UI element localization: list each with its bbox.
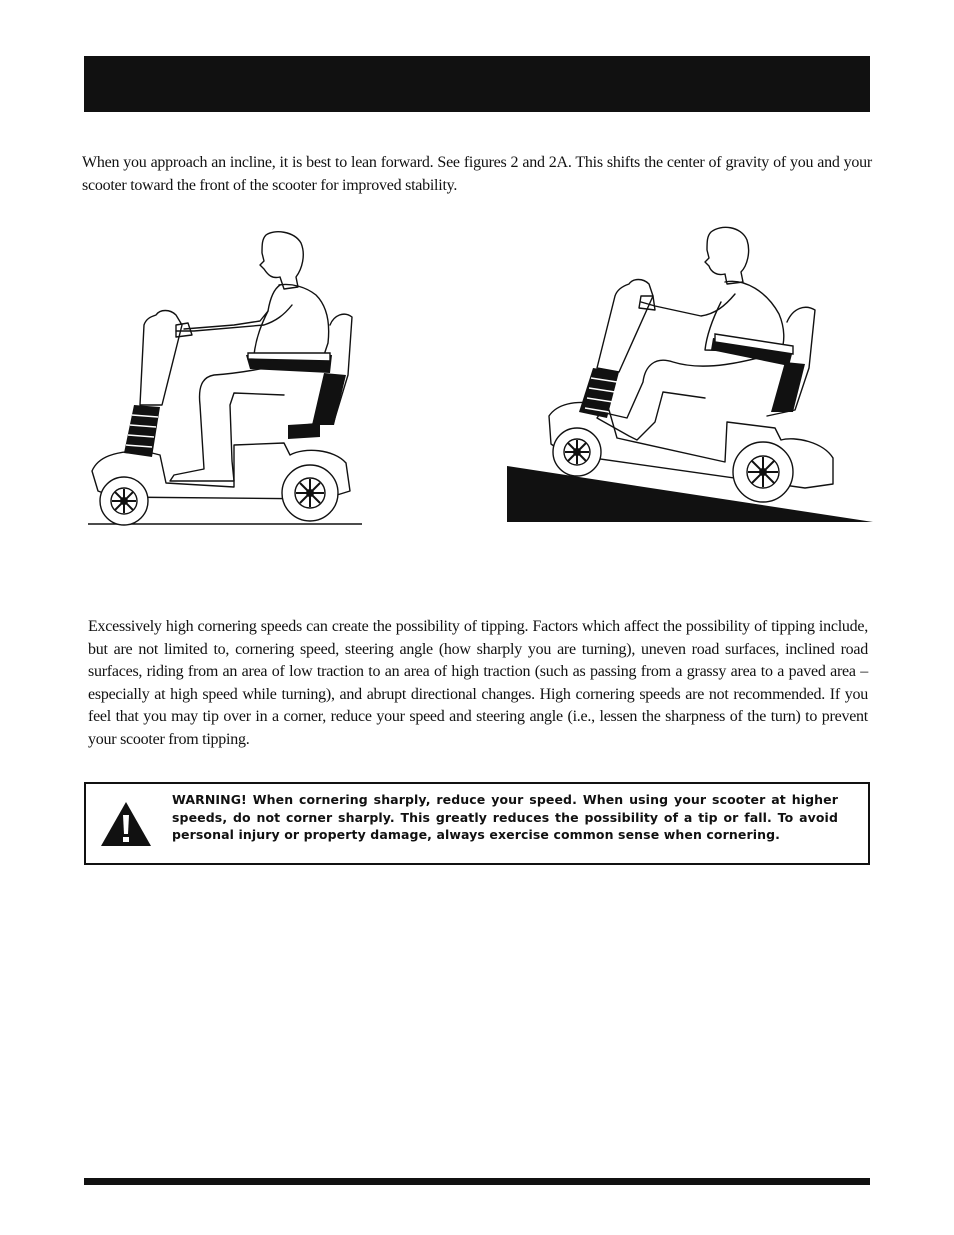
exclamation-triangle-icon [100, 801, 152, 847]
figure-2-level-ground [84, 225, 369, 530]
warning-text: WARNING! When cornering sharply, reduce your speed. When using your scooter at higher speeds, do not corner sharply. This greatly reduces the possibility of a tip or fall. To avoid personal injury or property damage, always exercise common sense when cornering. [172, 792, 838, 842]
warning-box [84, 782, 870, 865]
incline-paragraph: When you approach an incline, it is best to lean forward. See figures 2 and 2A. This shifts the center of gravity of you and your scooter toward the front of the scooter for improved stability. [82, 154, 872, 194]
figure-2a-incline [505, 222, 875, 527]
header-bar [84, 56, 870, 112]
cornering-paragraph: Excessively high cornering speeds can create the possibility of tipping. Factors which affect the possibility of tipping include, but are not limited to, cornering speed, steering angle (how sharply you are turning), uneven road surfaces, inclined road surfaces, riding from an area of low traction to an area of high traction (such as passing from a grassy area to a paved area – especially at high speed while turning), and abrupt directional changes. High cornering speeds are not recommended. If you feel that you may tip over in a corner, reduce your speed and steering angle (i.e., lessen the sharpness of the turn) to prevent your scooter from tipping. [88, 618, 868, 748]
footer-bar [84, 1178, 870, 1185]
